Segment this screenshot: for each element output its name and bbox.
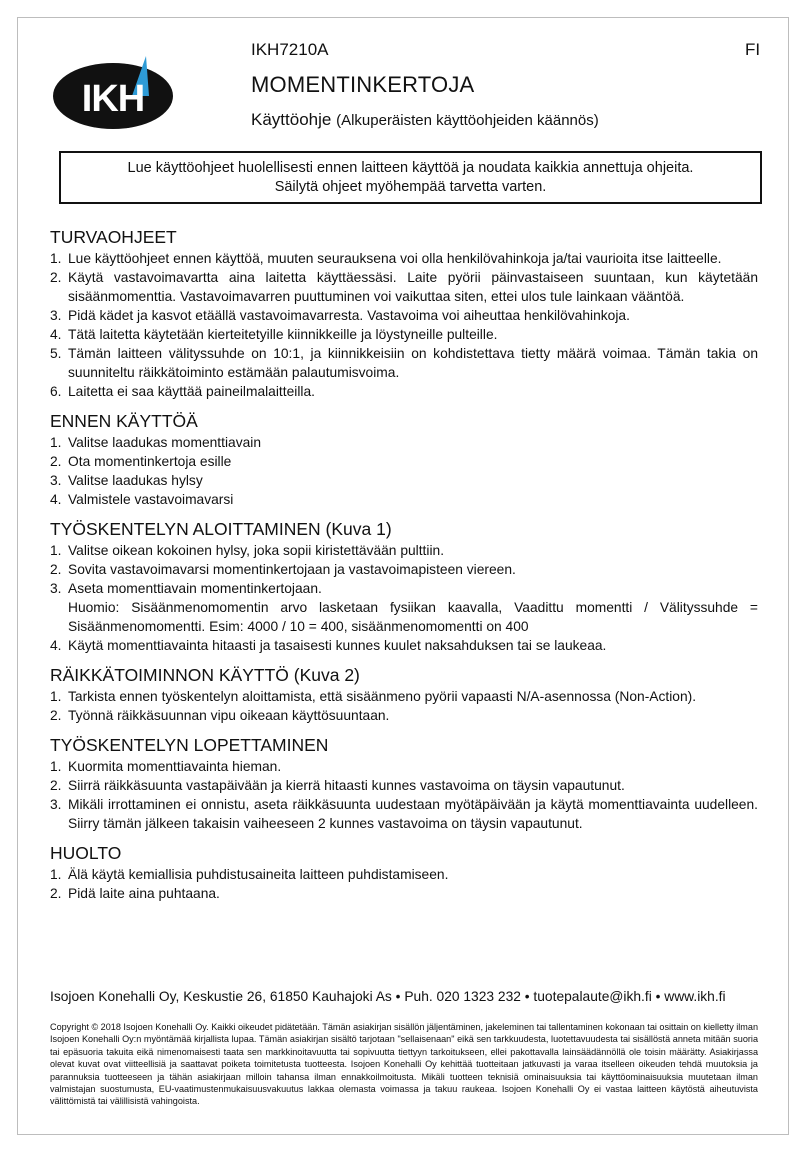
list-item-number: 2. — [50, 886, 62, 901]
list-item-text: Tarkista ennen työskentelyn aloittamista, että sisäänmeno pyörii vapaasti N/A-asennossa (Non-Action). — [68, 689, 697, 704]
section-heading: TURVAOHJEET — [50, 227, 177, 247]
subtitle-main: Käyttöohje — [251, 110, 332, 129]
list-item-text: Valitse laadukas hylsy — [68, 473, 203, 488]
list-item — [50, 249, 758, 268]
list-item-number: 2. — [50, 708, 62, 723]
list-item — [50, 795, 758, 833]
list-item-number: 1. — [50, 543, 62, 558]
notice-box — [59, 151, 762, 204]
section-heading: RÄIKKÄTOIMINNON KÄYTTÖ (Kuva 2) — [50, 665, 360, 685]
list-item — [50, 706, 758, 725]
list-item-text: Mikäli irrottaminen ei onnistu, aseta räikkäsuunta uudestaan myötäpäivään ja käytä momenttiavainta uudelleen. Siirry tämän jälkeen takaisin vaiheeseen 2 kunnes vastavoima on täysin vapautunut. — [68, 797, 758, 831]
list-item-text: Tätä laitetta käytetään kierteitetyille kiinnikkeille ja löystyneille pulteille. — [68, 327, 498, 342]
list-item-number: 5. — [50, 346, 62, 361]
list-item-number: 1. — [50, 759, 62, 774]
list-item-number: 3. — [50, 797, 62, 812]
notice-line-2: Säilytä ohjeet myöhempää tarvetta varten. — [274, 179, 547, 195]
list-item-number: 4. — [50, 327, 62, 342]
list-item-number: 1. — [50, 867, 62, 882]
section-heading: HUOLTO — [50, 843, 122, 863]
list-item-number: 1. — [50, 435, 62, 450]
list-item — [50, 471, 758, 490]
list-item-text: Siirrä räikkäsuunta vastapäivään ja kierrä hitaasti kunnes vastavoima on täysin vapautunut. — [68, 778, 625, 793]
section-3 — [50, 664, 758, 725]
list-item-number: 3. — [50, 581, 62, 596]
list-item — [50, 490, 758, 509]
list-item-text: Älä käytä kemiallisia puhdistusaineita laitteen puhdistamiseen. — [68, 867, 449, 882]
numbered-list — [50, 541, 758, 655]
section-2 — [50, 518, 758, 655]
section-5 — [50, 842, 758, 903]
list-item — [50, 452, 758, 471]
list-item-number: 4. — [50, 492, 62, 507]
ikh-logo — [52, 54, 174, 130]
list-item — [50, 344, 758, 382]
section-0 — [50, 226, 758, 401]
list-item-number: 2. — [50, 562, 62, 577]
list-item-text: Valitse oikean kokoinen hylsy, joka sopii kiristettävään pulttiin. — [68, 543, 445, 558]
list-item-text: Käytä momenttiavainta hitaasti ja tasaisesti kunnes kuulet naksahduksen tai se laukeaa. — [68, 638, 607, 653]
list-item-number: 1. — [50, 689, 62, 704]
list-item — [50, 306, 758, 325]
list-item-text: Ota momentinkertoja esille — [68, 454, 232, 469]
instructions-content — [50, 226, 758, 912]
list-item-text: Lue käyttöohjeet ennen käyttöä, muuten seurauksena voi olla henkilövahinkoja ja/tai vaurioita itse laitteelle. — [68, 251, 722, 266]
list-item-text: Työnnä räikkäsuunnan vipu oikeaan käyttösuuntaan. — [68, 708, 390, 723]
list-item-number: 2. — [50, 778, 62, 793]
list-item-text: Pidä laite aina puhtaana. — [68, 886, 220, 901]
list-item — [50, 579, 758, 636]
list-item-number: 6. — [50, 384, 62, 399]
list-item — [50, 433, 758, 452]
list-item-text: Valmistele vastavoimavarsi — [68, 492, 234, 507]
section-heading: TYÖSKENTELYN LOPETTAMINEN — [50, 735, 329, 755]
list-item — [50, 757, 758, 776]
list-item-text: Käytä vastavoimavartta aina laitetta käyttäessäsi. Laite pyörii päinvastaiseen suuntaan, kun käytetään sisäänmomenttia. Vastavoimavarren puuttuminen voi vaikuttaa siten, ettei ulos tule lainkaan vääntöä. — [68, 270, 758, 304]
section-4 — [50, 734, 758, 833]
language-code: FI — [745, 40, 761, 59]
copyright-notice: Copyright © 2018 Isojoen Konehalli Oy. Kaikki oikeudet pidätetään. Tämän asiakirjan sisällön jäljentäminen, jakeleminen tai tallentaminen kokonaan tai osittain on kielletty ilman Isojoen Konehalli Oy:n myöntämää kirjallista lupaa. Tämän asiakirjan sisältö tarjotaan "sellaisenaan" eikä sen tarkkuudesta, luotettavuudesta tai sisällöstä anneta mitään suoria tai epäsuoria takuita eikä nimenomaisesti taata sen markkinoitavuutta tai sopivuutta tiettyyn tarkoitukseen, ellei pakottavalla lainsäädännöllä ole toisin määrätty. Asiakirjassa olevat kuvat ovat viitteellisiä ja saattavat poiketa toimitetusta tuotteesta. Isojoen Konehalli Oy kehittää tuotteitaan jatkuvasti ja varaa itselleen oikeuden tehdä muutoksia ja parannuksia tuotteeseen ja tähän asiakirjaan milloin tahansa ilman ennakkoilmoitusta. Mikäli tuotteen teknisiä ominaisuuksia tai käyttöominaisuuksia muutetaan ilman valmistajan suostumusta, EU-vaatimustenmukaisuusvakuutus lakkaa olemasta voimassa ja takuu raukeaa. Isojoen Konehalli Oy ei vastaa laitteen käytöstä aiheutuvista välittömistä tai välillisistä vahingoista. — [50, 1022, 758, 1107]
numbered-list — [50, 865, 758, 903]
numbered-list — [50, 687, 758, 725]
list-item-text: Laitetta ei saa käyttää paineilmalaitteilla. — [68, 384, 315, 399]
list-item-number: 3. — [50, 308, 62, 323]
list-item-note: Huomio: Sisäänmenomomentin arvo lasketaan fysiikan kaavalla, Vaadittu momentti / Välityssuhde = Sisäänmenomomentti. Esim: 4000 / 10 = 400, sisäänmenomomentti on 400 — [68, 600, 758, 634]
list-item — [50, 776, 758, 795]
numbered-list — [50, 249, 758, 401]
section-heading: TYÖSKENTELYN ALOITTAMINEN (Kuva 1) — [50, 519, 392, 539]
list-item — [50, 268, 758, 306]
subtitle-paren: (Alkuperäisten käyttöohjeiden käännös) — [336, 112, 599, 129]
list-item — [50, 865, 758, 884]
list-item — [50, 382, 758, 401]
list-item-text: Kuormita momenttiavainta hieman. — [68, 759, 282, 774]
document-subtitle — [251, 110, 599, 130]
numbered-list — [50, 757, 758, 833]
list-item-number: 4. — [50, 638, 62, 653]
list-item — [50, 560, 758, 579]
document-title: MOMENTINKERTOJA — [251, 72, 475, 97]
list-item-text: Pidä kädet ja kasvot etäällä vastavoimavarresta. Vastavoima voi aiheuttaa henkilövahinkoja. — [68, 308, 630, 323]
logo-text: IKH — [81, 78, 145, 120]
list-item — [50, 325, 758, 344]
contact-line: Isojoen Konehalli Oy, Keskustie 26, 61850 Kauhajoki As • Puh. 020 1323 232 • tuotepalaute@ikh.fi • www.ikh.fi — [50, 989, 726, 1004]
list-item-text: Tämän laitteen välityssuhde on 10:1, ja kiinnikkeisiin on kohdistettava tietty määrä voimaa. Tämän takia on suunniteltu räikkätoiminto estämään palautumisvoima. — [68, 346, 758, 380]
notice-line-1: Lue käyttöohjeet huolellisesti ennen laitteen käyttöä ja noudata kaikkia annettuja ohjeita. — [127, 160, 694, 176]
list-item — [50, 884, 758, 903]
model-number: IKH7210A — [251, 40, 329, 59]
list-item-text: Sovita vastavoimavarsi momentinkertojaan ja vastavoimapisteen viereen. — [68, 562, 516, 577]
numbered-list — [50, 433, 758, 509]
section-1 — [50, 410, 758, 509]
section-heading: ENNEN KÄYTTÖÄ — [50, 411, 198, 431]
list-item — [50, 636, 758, 655]
list-item-text: Aseta momenttiavain momentinkertojaan. — [68, 581, 322, 596]
list-item — [50, 541, 758, 560]
list-item — [50, 687, 758, 706]
list-item-number: 2. — [50, 454, 62, 469]
list-item-number: 3. — [50, 473, 62, 488]
list-item-text: Valitse laadukas momenttiavain — [68, 435, 262, 450]
list-item-number: 1. — [50, 251, 62, 266]
list-item-number: 2. — [50, 270, 62, 285]
